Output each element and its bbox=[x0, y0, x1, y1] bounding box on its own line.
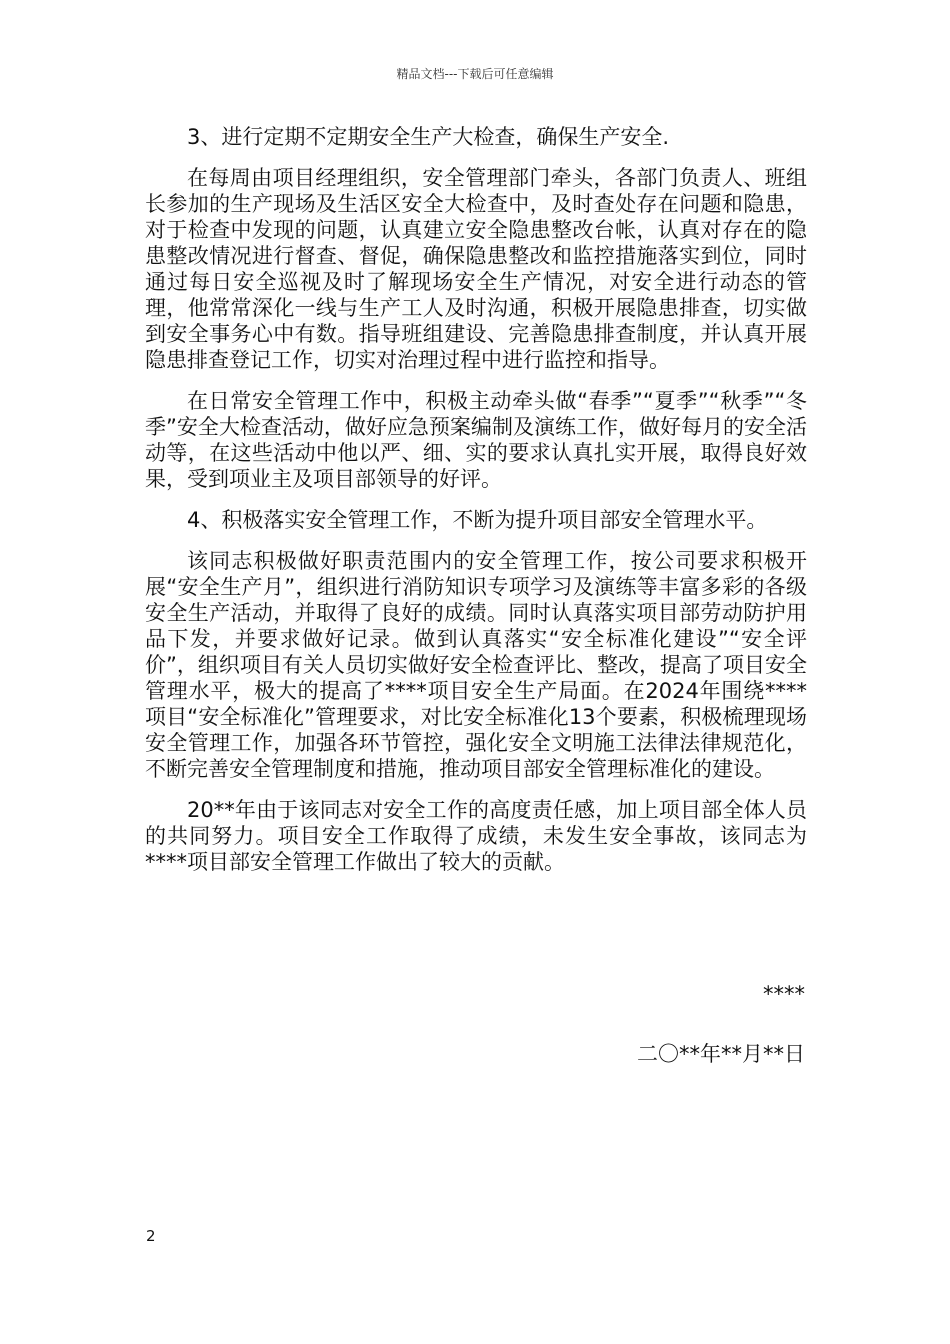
signature-date: 二〇**年**月**日 bbox=[637, 1042, 805, 1066]
paragraph-weekly-inspection: 在每周由项目经理组织，安全管理部门牵头，各部门负责人、班组长参加的生产现场及生活区安全大检查中，及时查处存在问题和隐患，对于检查中发现的问题，认真建立安全隐患整改台帐，认真对存在的隐患整改情况进行督查、督促，确保隐患整改和监控措施落实到位，同时通过每日安全巡视及时了解现场安全生产情况，对安全进行动态的管理，他常常深化一线与生产工人及时沟通，积极开展隐患排查，切实做到安全事务心中有数。指导班组建设、完善隐患排查制度，并认真开展隐患排查登记工作，切实对治理过程中进行监控和指导。 bbox=[145, 166, 807, 372]
page-number: 2 bbox=[146, 1227, 156, 1245]
page-header: 精品文档---下载后可任意编辑 bbox=[396, 67, 554, 81]
document-body bbox=[145, 124, 807, 890]
paragraph-section-4-heading: 4、积极落实安全管理工作，不断为提升项目部安全管理水平。 bbox=[187, 508, 768, 532]
signature-name: **** bbox=[763, 982, 805, 1006]
paragraph-section-3-heading: 3、进行定期不定期安全生产大检查，确保生产安全. bbox=[187, 125, 670, 149]
paragraph-conclusion: 20**年由于该同志对安全工作的高度责任感，加上项目部全体人员的共同努力。项目安全工作取得了成绩，未发生安全事故，该同志为****项目部安全管理工作做出了较大的贡献。 bbox=[145, 798, 807, 874]
paragraph-safety-management: 该同志积极做好职责范围内的安全管理工作，按公司要求积极开展“安全生产月”，组织进行消防知识专项学习及演练等丰富多彩的各级安全生产活动，并取得了良好的成绩。同时认真落实项目部劳动防护用品下发，并要求做好记录。做到认真落实“安全标准化建设”“安全评价”，组织项目有关人员切实做好安全检查评比、整改，提高了项目安全管理水平，极大的提高了****项目安全生产局面。在2024年围绕****项目“安全标准化”管理要求，对比安全标准化13个要素，积极梳理现场安全管理工作，加强各环节管控，强化安全文明施工法律法律规范化，不断完善安全管理制度和措施，推动项目部安全管理标准化的建设。 bbox=[145, 549, 807, 781]
paragraph-seasonal-inspection: 在日常安全管理工作中，积极主动牵头做“春季”“夏季”“秋季”“冬季”安全大检查活动，做好应急预案编制及演练工作，做好每月的安全活动等，在这些活动中他以严、细、实的要求认真扎实开展，取得良好效果，受到项业主及项目部领导的好评。 bbox=[145, 389, 807, 491]
